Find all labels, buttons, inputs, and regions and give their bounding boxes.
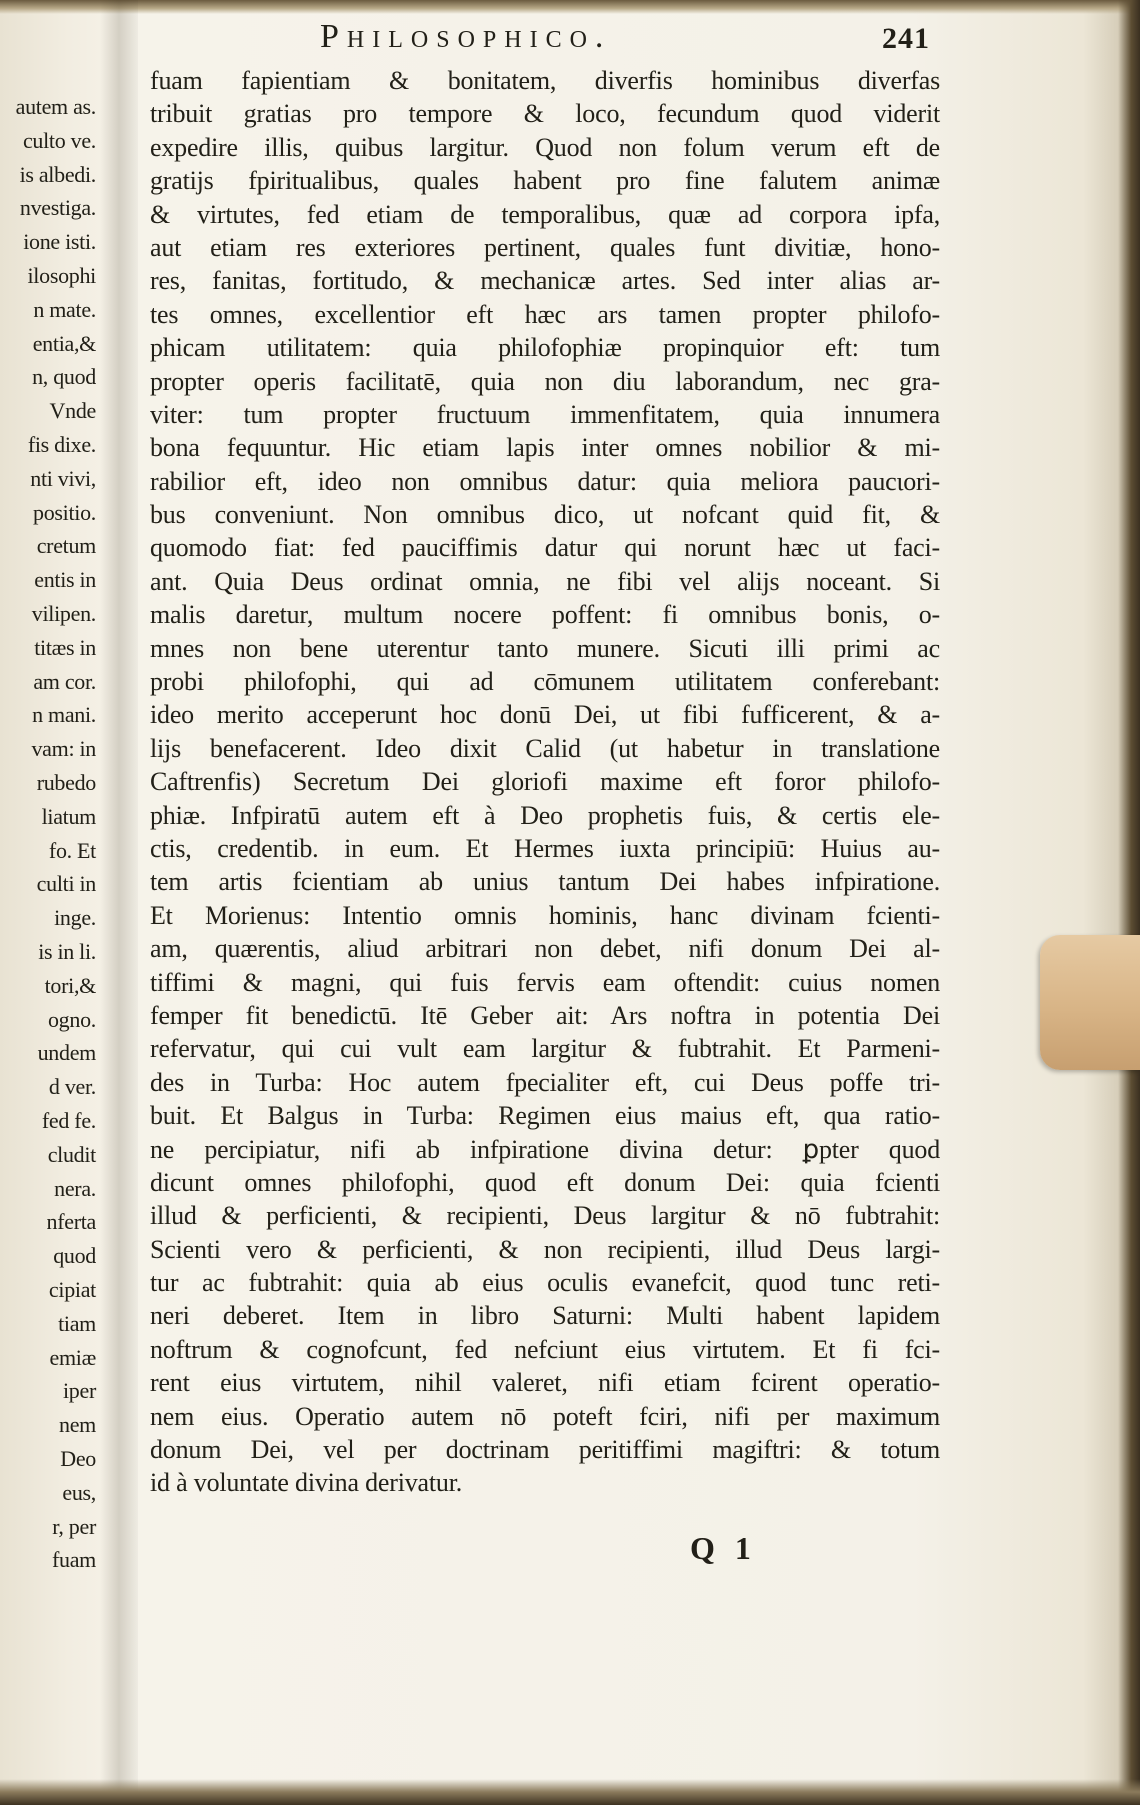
- left-page-line: iper: [62, 1378, 96, 1404]
- left-page-line: entis in: [34, 567, 96, 593]
- text-line: femper fit benedictū. Itē Geber ait: Ars noftra in potentia Dei: [150, 1000, 940, 1030]
- left-page-line: ione isti.: [23, 229, 96, 255]
- left-page-line: rubedo: [36, 770, 96, 795]
- text-line: viter: tum propter fructuum immenfitatem, quia innumera: [150, 399, 940, 429]
- text-line: refervatur, qui cui vult eam largitur & fubtrahit. Et Parmeni-: [150, 1034, 940, 1064]
- left-page-line: nem: [59, 1412, 96, 1438]
- text-line: mnes non bene uterentur tanto munere. Sicuti illi primi ac: [150, 633, 940, 663]
- text-line: phicam utilitatem: quia philofophiæ propinquior eft: tum: [150, 333, 940, 363]
- left-page-line: culto ve.: [22, 127, 96, 153]
- text-line: buit. Et Balgus in Turba: Regimen eius maius eft, qua ratio-: [150, 1101, 940, 1131]
- left-page-line: vilipen.: [31, 601, 96, 626]
- text-line: nem eius. Operatio autem nō poteft fciri, nifi per maximum: [150, 1401, 940, 1431]
- text-line: id à voluntate divina derivatur.: [150, 1468, 463, 1498]
- book-bottom-edge: [0, 1779, 1140, 1805]
- text-line: ctis, credentib. in eum. Et Hermes iuxta principiū: Huius au-: [150, 833, 940, 863]
- text-line: ideo merito acceperunt hoc donū Dei, ut fibi fufficerent, & a-: [150, 700, 940, 730]
- text-line: phiæ. Infpiratū autem eft à Deo prophetis fuis, & certis ele-: [150, 800, 940, 830]
- text-line: lijs benefacerent. Ideo dixit Calid (ut habetur in translatione: [150, 733, 940, 763]
- text-line: res, fanitas, fortitudo, & mechanicæ artes. Sed inter alias ar-: [150, 266, 940, 296]
- text-line: gratijs fpiritualibus, quales habent pro fine falutem animæ: [150, 166, 940, 196]
- left-page-line: am cor.: [33, 668, 96, 694]
- gutter-shadow: [100, 0, 138, 1805]
- text-line: illud & perficienti, & recipienti, Deus largitur & nō fubtrahit:: [150, 1201, 940, 1231]
- left-page-fragment: [0, 95, 100, 1635]
- left-page-line: positio.: [33, 499, 96, 525]
- text-line: expedire illis, quibus largitur. Quod non folum verum eft de: [150, 132, 940, 162]
- body-text: [150, 64, 940, 1500]
- left-page-line: inge.: [54, 905, 96, 931]
- text-line: donum Dei, vel per doctrinam peritiffimi magiftri: & totum: [150, 1435, 940, 1465]
- left-page-line: emiæ: [49, 1344, 96, 1370]
- left-page-line: is in li.: [38, 939, 96, 964]
- catchword: Q 1: [690, 1530, 757, 1566]
- text-line: ant. Quia Deus ordinat omnia, ne fibi vel alijs noceant. Si: [150, 566, 940, 596]
- text-line: Et Morienus: Intentio omnis hominis, hanc divinam fcienti-: [150, 900, 940, 930]
- left-page-line: cludit: [47, 1141, 96, 1167]
- text-line: noftrum & cognofcunt, fed nefciunt eius virtutem. Et fi fci-: [150, 1334, 940, 1364]
- left-page-line: vam: in: [31, 736, 96, 762]
- left-page-line: nvestiga.: [19, 195, 96, 221]
- text-line: am, quærentis, aliud arbitrari non debet, nifi donum Dei al-: [150, 934, 940, 964]
- text-line: rabilior eft, ideo non omnibus datur: quia meliora paucιori-: [150, 466, 940, 496]
- left-page-line: liatum: [41, 803, 96, 829]
- left-page-line: cretum: [36, 533, 96, 559]
- text-line: aut etiam res exteriores pertinent, quales funt divitiæ, hono-: [150, 232, 940, 262]
- left-page-line: r, per: [52, 1513, 96, 1539]
- left-page-line: n, quod: [32, 364, 96, 390]
- text-line: & virtutes, fed etiam de temporalibus, quæ ad corpora ipfa,: [150, 199, 940, 229]
- left-page-line: nferta: [46, 1209, 96, 1235]
- text-line: bus conveniunt. Non omnibus dico, ut nofcant quid fit, &: [150, 500, 940, 530]
- left-page-line: culti in: [36, 871, 96, 897]
- left-page-line: nera.: [54, 1175, 96, 1201]
- left-page-line: cipiat: [48, 1277, 96, 1302]
- text-line: dicunt omnes philofophi, quod eft donum Dei: quia fcienti: [150, 1167, 940, 1197]
- left-page-line: ilosophi: [27, 263, 96, 288]
- left-page-line: nti vivi,: [30, 465, 96, 491]
- text-line: tur ac fubtrahit: quia ab eius oculis evanefcit, quod tunc reti-: [150, 1268, 940, 1298]
- left-page-line: ogno.: [47, 1006, 96, 1032]
- text-line: tes omnes, excellentior eft hæc ars tamen propter philofo-: [150, 299, 940, 329]
- text-line: fuam fapientiam & bonitatem, diverfis hominibus diverfas: [150, 66, 940, 95]
- text-line: quomodo fiat: fed pauciffimis datur qui norunt hæc ut faci-: [150, 533, 940, 563]
- left-page-line: n mani.: [32, 702, 96, 728]
- left-page-line: Vnde: [49, 398, 96, 424]
- left-page-line: tiam: [58, 1310, 96, 1336]
- left-page-line: tori,&: [44, 972, 96, 998]
- left-page-line: entia,&: [32, 330, 96, 356]
- left-page-line: quod: [53, 1243, 96, 1269]
- left-page-line: autem as.: [15, 95, 96, 119]
- left-page-line: fed fe.: [41, 1108, 96, 1133]
- text-line: neri deberet. Item in libro Saturni: Multi habent lapidem: [150, 1301, 940, 1331]
- text-line: propter operis facilitatē, quia non diu laborandum, nec gra-: [150, 366, 940, 396]
- left-page-line: undem: [37, 1040, 96, 1066]
- text-line: Caftrenfis) Secretum Dei gloriofi maxime eft foror philofo-: [150, 767, 940, 797]
- left-page-line: d ver.: [48, 1074, 96, 1100]
- text-line: tem artis fcientiam ab unius tantum Dei habes infpiratione.: [150, 867, 940, 897]
- left-page-line: n mate.: [33, 296, 96, 322]
- page-tab-marker: [1040, 935, 1140, 1070]
- text-line: des in Turba: Hoc autem fpecialiter eft, cui Deus poffe tri-: [150, 1067, 940, 1097]
- left-page-line: titæs in: [34, 634, 96, 660]
- text-line: tiffimi & magni, qui fuis fervis eam oftendit: cuius nomen: [150, 967, 940, 997]
- text-line: tribuit gratias pro tempore & loco, fecundum quod viderit: [150, 99, 940, 129]
- page-header: [150, 18, 930, 60]
- text-line: Scienti vero & perficienti, & non recipienti, illud Deus largi-: [150, 1234, 940, 1264]
- left-page-line: Deo: [60, 1446, 96, 1471]
- left-page-line: is albedi.: [19, 161, 96, 187]
- text-line: probi philofophi, qui ad cōmunem utilitatem conferebant:: [150, 667, 940, 697]
- text-line: ne percipiatur, nifi ab infpiratione divina detur: ꝑpter quod: [150, 1134, 940, 1164]
- left-page-line: fuam: [51, 1547, 96, 1573]
- text-line: rent eius virtutem, nihil valeret, nifi etiam fcirent operatio-: [150, 1368, 940, 1398]
- page-number: 241: [882, 22, 930, 55]
- running-head: Philosophico.: [320, 18, 612, 55]
- left-page-line: fis dixe.: [27, 432, 96, 457]
- book-fore-edge: [1118, 0, 1140, 1805]
- left-page-line: eus,: [62, 1479, 96, 1505]
- left-page-line: fo. Et: [48, 837, 96, 863]
- text-line: bona fequuntur. Hic etiam lapis inter omnes nobilior & mi-: [150, 433, 940, 463]
- text-line: malis daretur, multum nocere poffent: fi omnibus bonis, o-: [150, 600, 940, 630]
- book-top-edge: [0, 0, 1140, 14]
